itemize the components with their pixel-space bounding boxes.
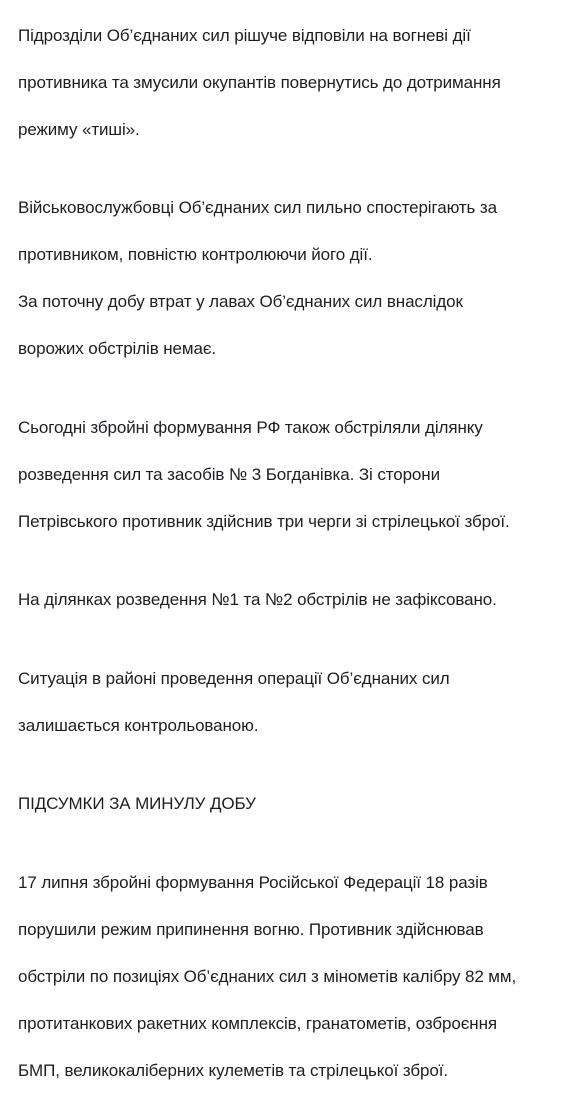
- text-line: залишається контрольованою.: [18, 715, 259, 735]
- paragraph-observation: [18, 173, 563, 385]
- paragraph-summary: [18, 847, 563, 1106]
- paragraph-shelling-bohdanivka: [18, 392, 563, 557]
- text-line: противника та змусили окупантів повернутись до дотримання: [18, 72, 501, 92]
- text-line: противником, повністю контролюючи його дії.: [18, 245, 373, 264]
- text-line: 17 липня збройні формування Російської Федерації 18 разів: [18, 872, 488, 892]
- text-line: За поточну добу втрат у лавах Об’єднаних сил внаслідок: [18, 292, 463, 311]
- text-line: Сьогодні збройні формування РФ також обстріляли ділянку: [18, 417, 483, 437]
- text-line: порушили режим припинення вогню. Противник здійснював: [18, 919, 484, 939]
- post-body: [18, 0, 563, 1114]
- text-line: ПІДСУМКИ ЗА МИНУЛУ ДОБУ: [18, 794, 256, 813]
- section-heading-summary: [18, 769, 563, 840]
- text-line: На ділянках розведення №1 та №2 обстрілів не зафіксовано.: [18, 590, 497, 609]
- paragraph-situation: [18, 643, 563, 761]
- text-line: ворожих обстрілів немає.: [18, 339, 217, 358]
- text-line: режиму «тиші».: [18, 119, 140, 139]
- text-line: БМП, великокаліберних кулеметів та стрілецької зброї.: [18, 1060, 448, 1080]
- text-line: протитанкових ракетних комплексів, гранатометів, озброєння: [18, 1013, 497, 1033]
- text-line: обстріли по позиціях Об’єднаних сил з мінометів калібру 82 мм,: [18, 966, 517, 986]
- paragraph-no-shelling: [18, 565, 563, 636]
- text-line: Військовослужбовці Об’єднаних сил пильно спостерігають за: [18, 198, 497, 217]
- text-line: Підрозділи Об’єднаних сил рішуче відповіли на вогневі дії: [18, 25, 471, 45]
- text-line: розведення сил та засобів № 3 Богданівка. Зі сторони: [18, 464, 440, 484]
- text-line: Петрівського противник здійснив три черги зі стрілецької зброї.: [18, 511, 510, 531]
- text-line: Ситуація в районі проведення операції Об’єднаних сил: [18, 668, 450, 688]
- paragraph-response-to-fire: [18, 0, 563, 165]
